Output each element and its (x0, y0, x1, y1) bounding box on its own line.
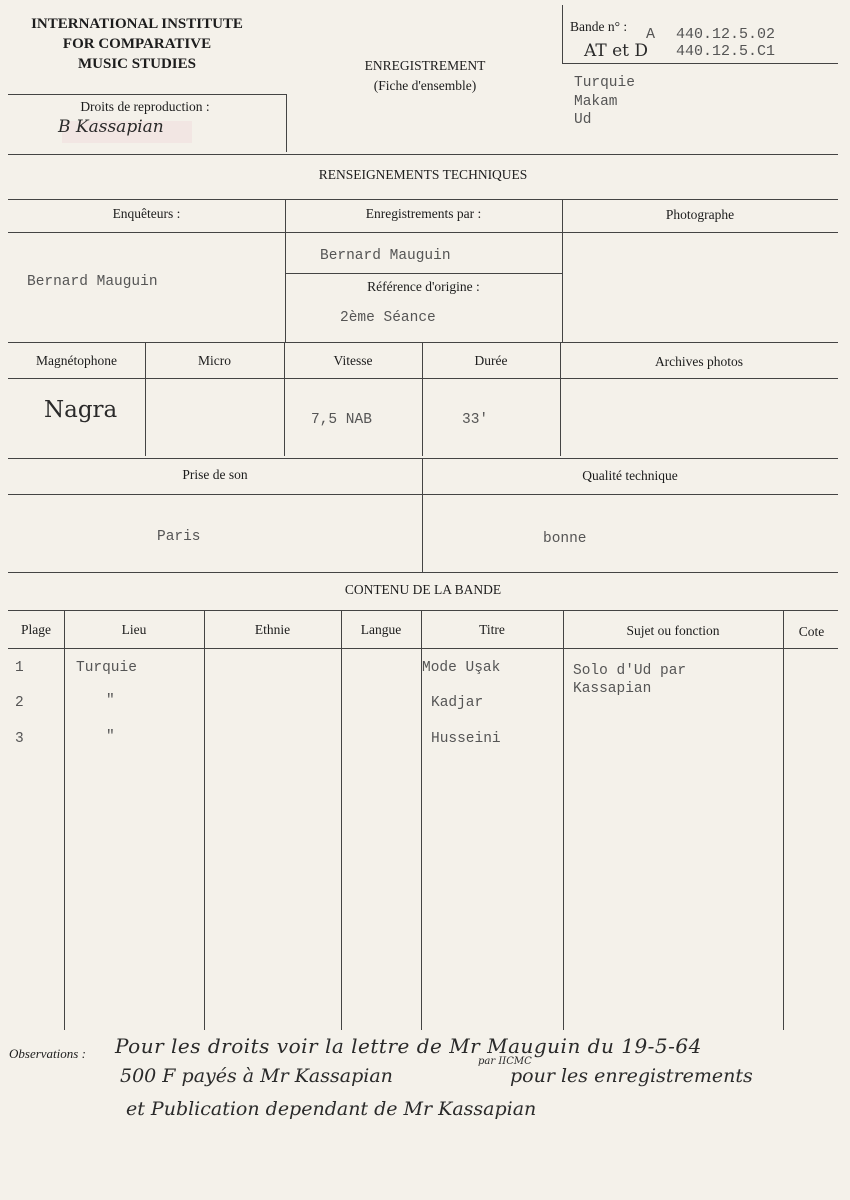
ref-label: Référence d'origine : (367, 279, 480, 294)
vitesse-value: 7,5 NAB (311, 412, 372, 428)
row-lieu: Turquie (76, 660, 137, 676)
micro-label: Micro (198, 353, 231, 368)
duree-label: Durée (474, 353, 508, 368)
subject-genre: Makam (574, 94, 618, 110)
row-lieu: " (106, 729, 115, 745)
bande-label: Bande n° : (570, 19, 628, 34)
table-row (8, 660, 838, 697)
bande-number-1: 440.12.5.02 (676, 26, 776, 43)
row-plage: 2 (15, 695, 24, 711)
duree-value: 33' (462, 412, 489, 428)
table-row (8, 695, 838, 719)
enqueteurs-label: Enquêteurs : (112, 206, 181, 221)
institute-line-2: FOR COMPARATIVE (62, 36, 212, 52)
column-header-ethnie: Ethnie (254, 622, 291, 637)
institute-name (8, 14, 266, 74)
rights-label: Droits de reproduction : (80, 99, 210, 114)
magneto-label: Magnétophone (36, 353, 117, 368)
enqueteurs-value: Bernard Mauguin (27, 274, 158, 290)
observations-line-1: Pour les droits voir la lettre de Mr Mauguin du 19-5-64 (115, 1034, 702, 1058)
observations-line-2b: pour les enregistrements (510, 1065, 753, 1087)
row-titre: Mode Uşak (422, 660, 501, 676)
column-header-langue: Langue (360, 622, 402, 637)
row-titre: Kadjar (431, 695, 484, 711)
bande-prefix-2: AT et D (584, 41, 649, 61)
row-sujet: Solo d'Ud par Kassapian (573, 663, 687, 697)
column-header-sujet: Sujet ou fonction (626, 623, 720, 638)
rights-value: B Kassapian (58, 117, 164, 137)
prise-label: Prise de son (182, 467, 248, 482)
observations-line-2-superscript: par IICMC (478, 1056, 532, 1067)
observations-line-3: et Publication dependant de Mr Kassapian (126, 1098, 537, 1120)
bande-prefix-1: A (646, 26, 656, 43)
row-plage: 1 (15, 660, 24, 676)
enreg-value: Bernard Mauguin (320, 248, 451, 264)
form-subtitle: (Fiche d'ensemble) (373, 78, 477, 93)
magneto-value: Nagra (44, 397, 118, 423)
qualite-value: bonne (543, 531, 587, 547)
archives-label: Archives photos (654, 354, 744, 369)
row-titre: Husseini (431, 731, 501, 747)
column-header-titre: Titre (479, 622, 505, 637)
tech-heading: RENSEIGNEMENTS TECHNIQUES (318, 167, 528, 182)
enreg-label: Enregistrements par : (365, 206, 482, 221)
qualite-label: Qualité technique (582, 468, 678, 483)
column-header-plage: Plage (21, 622, 51, 637)
column-header-lieu: Lieu (121, 622, 147, 637)
bande-number-2: 440.12.5.C1 (676, 43, 776, 60)
form-title: ENREGISTREMENT (364, 58, 486, 73)
ref-value: 2ème Séance (340, 310, 436, 326)
observations-line-2a: 500 F payés à Mr Kassapian (120, 1065, 393, 1087)
observations-label: Observations : (9, 1046, 86, 1061)
institute-line-1: INTERNATIONAL INSTITUTE (31, 16, 243, 32)
prise-value: Paris (157, 529, 201, 545)
photo-label: Photographe (665, 207, 735, 222)
contenu-heading: CONTENU DE LA BANDE (344, 582, 502, 597)
vitesse-label: Vitesse (333, 353, 373, 368)
table-row (8, 731, 838, 755)
row-lieu: " (106, 693, 115, 709)
row-plage: 3 (15, 731, 24, 747)
subject-instrument: Ud (574, 112, 592, 128)
column-header-cote: Cote (798, 624, 825, 639)
institute-line-3: MUSIC STUDIES (78, 56, 196, 72)
subject-country: Turquie (574, 75, 635, 91)
